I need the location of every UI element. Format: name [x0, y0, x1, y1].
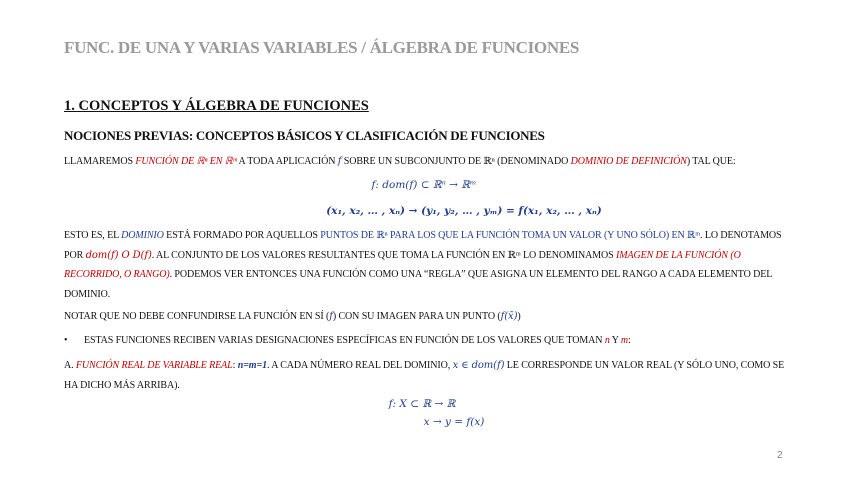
equation-mapping: f: dom(f) ⊂ ℝⁿ → ℝᵐ	[371, 179, 477, 191]
highlight-term: DOMINIO	[121, 230, 164, 241]
text: Y	[609, 335, 621, 346]
text: ) TAL QUE:	[686, 156, 736, 167]
text: ESTO ES, EL	[64, 230, 122, 241]
text: . AL CONJUNTO DE LOS VALORES RESULTANTES QUE TOMA LA FUNCIÓN EN ℝᵐ LO DENOMINAMOS	[151, 249, 616, 261]
subsection-title: NOCIONES PREVIAS: CONCEPTOS BÁSICOS Y CLASIFICACIÓN DE FUNCIONES	[64, 128, 545, 143]
text: )	[517, 311, 521, 322]
equation-real-mapping: x → y = f(x)	[423, 416, 485, 428]
text: A TODA APLICACIÓN	[236, 156, 338, 167]
math-symbol: f	[337, 156, 342, 167]
highlight-term: IMAGEN DE LA FUNCIÓN (O RECORRIDO, O RANGO)	[64, 249, 741, 280]
text: :	[232, 360, 238, 371]
text: ) CON SU IMAGEN PARA UN PUNTO (	[332, 311, 501, 322]
slide-title: FUNC. DE UNA Y VARIAS VARIABLES / ÁLGEBRA DE FUNCIONES	[64, 38, 580, 57]
text: SOBRE UN SUBCONJUNTO DE ℝⁿ (DENOMINADO	[341, 156, 571, 167]
highlight-term: DOMINIO DE DEFINICIÓN	[570, 156, 687, 167]
highlight-term: FUNCIÓN DE ℝⁿ EN ℝᵐ	[135, 156, 237, 167]
text: A.	[64, 360, 76, 371]
text: . PODEMOS VER ENTONCES UNA FUNCIÓN COMO UNA “REGLA” QUE ASIGNA UN ELEMENTO DEL RANGO A CADA ELEMENTO DEL DOMINIO.	[64, 269, 772, 300]
text: . A CADA NÚMERO REAL DEL DOMINIO,	[266, 360, 453, 371]
math-symbol: x ∈ dom(f)	[452, 360, 505, 371]
paragraph-real-function	[64, 356, 789, 395]
highlight-term: PUNTOS DE ℝⁿ PARA LOS QUE LA FUNCIÓN TOMA UN VALOR (Y UNO SÓLO) EN ℝᵐ	[320, 230, 701, 241]
text: LLAMAREMOS	[64, 156, 136, 167]
highlight-term: n	[604, 335, 610, 346]
equation-real-function: f: X ⊂ ℝ → ℝ	[388, 398, 456, 410]
text: NOTAR QUE NO DEBE CONFUNDIRSE LA FUNCIÓN EN SÍ (	[64, 311, 330, 322]
bullet-icon: •	[64, 335, 68, 346]
paragraph-domain	[64, 226, 789, 304]
math-symbol: f	[329, 311, 333, 322]
math-symbol: dom(f) O D(f)	[85, 249, 152, 261]
text: :	[628, 335, 631, 346]
text: ESTÁ FORMADO POR AQUELLOS	[163, 230, 321, 241]
equation-vector-mapping: (x₁, x₂, … , xₙ) → (y₁, y₂, … , yₘ) = f(x₁, x₂, … , xₙ)	[326, 205, 602, 217]
highlight-term: FUNCIÓN REAL DE VARIABLE REAL	[75, 360, 233, 371]
paragraph-note	[64, 307, 789, 327]
bullet-item	[64, 331, 789, 351]
paragraph-definition	[64, 152, 789, 172]
section-title: 1. CONCEPTOS Y ÁLGEBRA DE FUNCIONES	[64, 98, 369, 114]
highlight-term: m	[620, 335, 629, 346]
text: LE CORRESPONDE UN VALOR REAL (Y SÓLO UNO, COMO SE HA DICHO MÁS ARRIBA).	[64, 360, 785, 391]
highlight-term: n=m=1	[237, 360, 267, 371]
page-number: 2	[777, 450, 783, 461]
text: . LO DENOTAMOS POR	[64, 230, 782, 261]
math-symbol: f(x̄)	[500, 311, 518, 322]
text: ESTAS FUNCIONES RECIBEN VARIAS DESIGNACIONES ESPECÍFICAS EN FUNCIÓN DE LOS VALORES QUE TOMAN	[84, 335, 605, 346]
